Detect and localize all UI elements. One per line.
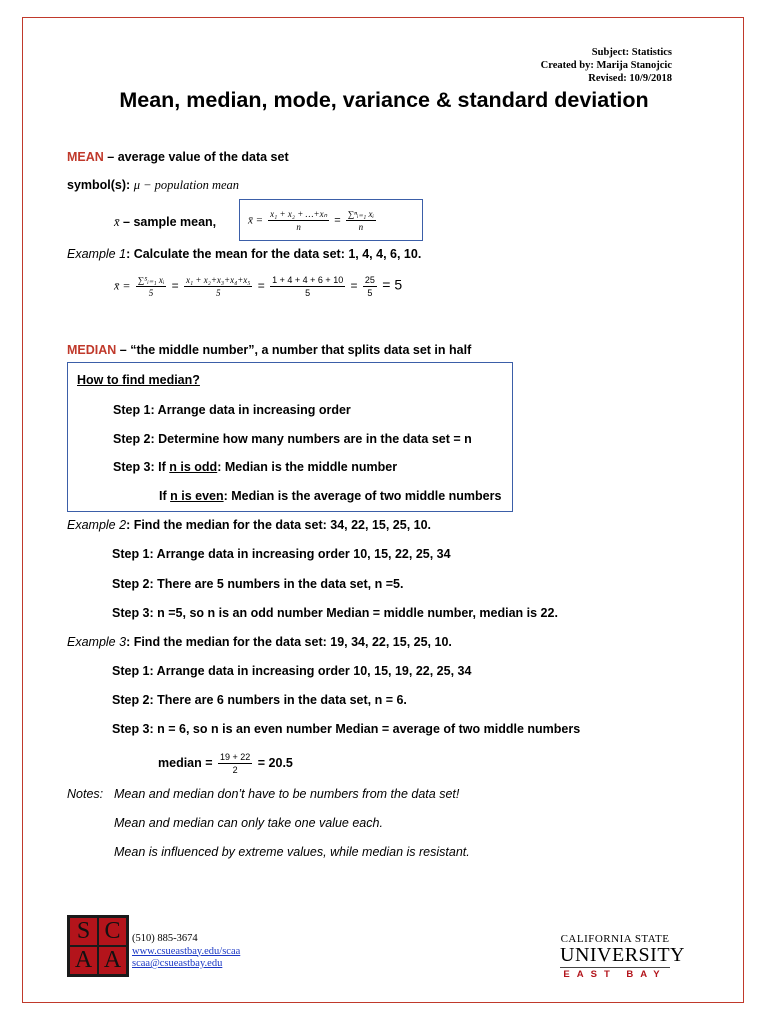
example-3-step-3: Step 3: n = 6, so n is an even number Median = average of two middle numbers xyxy=(112,722,581,736)
notes-label: Notes: xyxy=(67,787,104,801)
example-2-step-1: Step 1: Arrange data in increasing order 10, 15, 22, 25, 34 xyxy=(112,547,451,561)
mean-heading: MEAN xyxy=(67,150,104,164)
email-link[interactable]: scaa@csueastbay.edu xyxy=(132,958,223,969)
mean-symbols-line xyxy=(67,178,239,193)
note-1: Mean and median don’t have to be numbers from the data set! xyxy=(114,787,460,801)
sample-mean-line xyxy=(114,215,216,230)
phone-number: (510) 885-3674 xyxy=(132,933,198,944)
example-2-step-2: Step 2: There are 5 numbers in the data set, n =5. xyxy=(112,577,404,591)
formula-lhs: x̄ = xyxy=(248,214,264,227)
author-line: Created by: Marija Stanojcic xyxy=(540,60,672,71)
revised-line: Revised: 10/9/2018 xyxy=(588,73,672,84)
median-definition: – “the middle number”, a number that splits data set in half xyxy=(116,343,472,357)
example-2-line: Example 2: Find the median for the data set: 34, 22, 15, 25, 10. xyxy=(67,518,432,532)
example-1-text: : Calculate the mean for the data set: 1, 4, 4, 6, 10. xyxy=(126,247,422,261)
mean-definition: – average value of the data set xyxy=(103,150,289,164)
note-3: Mean is influenced by extreme values, while median is resistant. xyxy=(114,845,470,859)
example-3-step-2: Step 2: There are 6 numbers in the data set, n = 6. xyxy=(112,693,407,707)
mean-calculation: x̄ = $\frac{\text{∑⁵ᵢ₌₁ xᵢ}}{5}$ = $\frac{\text{x₁ + x₂+x₃+x₄+x₅}}{5}$ = $\frac{1 + 4 + 4 + 6 + 10}{5}$ = $\frac{25}{5}$ = 5 xyxy=(114,275,403,298)
mu-symbol: μ xyxy=(133,178,140,192)
document-meta xyxy=(541,46,672,85)
howto-step-3-even: If n is even: Median is the average of two middle numbers xyxy=(159,489,502,503)
xbar-symbol: x̄ xyxy=(114,215,120,229)
howto-step-3-odd: Step 3: If n is odd: Median is the middle number xyxy=(113,460,398,474)
page-title: Mean, median, mode, variance & standard deviation xyxy=(119,88,649,112)
example-1-label: Example 1 xyxy=(67,247,127,261)
how-to-find-median-box xyxy=(67,362,513,512)
mean-formula: x̄ = $\frac{\text{x₁ + x₂ + …+xₙ}}{n}$ = $\frac{\text{∑ⁿᵢ₌₁ xᵢ}}{n}$ xyxy=(248,209,374,232)
csu-east-bay-logo: CALIFORNIA STATE UNIVERSITY EAST BAY xyxy=(560,933,685,980)
contact-info xyxy=(132,933,240,971)
scaa-logo: S C A A xyxy=(67,915,129,977)
howto-step-2: Step 2: Determine how many numbers are in the data set = n xyxy=(113,432,472,446)
howto-step-1: Step 1: Arrange data in increasing order xyxy=(113,403,351,417)
example-1-line xyxy=(67,247,421,261)
median-calculation: median = $\frac{19 + 22}{2}$ = 20.5 xyxy=(158,752,293,775)
median-heading-line xyxy=(67,343,471,357)
howto-title: How to find median? xyxy=(77,373,200,387)
subject-line: Subject: Statistics xyxy=(591,47,672,58)
example-3-step-1: Step 1: Arrange data in increasing order 10, 15, 19, 22, 25, 34 xyxy=(112,664,472,678)
example-3-line: Example 3: Find the median for the data set: 19, 34, 22, 15, 25, 10. xyxy=(67,635,452,649)
mean-result: = 5 xyxy=(382,276,403,293)
note-2: Mean and median can only take one value each. xyxy=(114,816,383,830)
website-link[interactable]: www.csueastbay.edu/scaa xyxy=(132,945,241,957)
mean-formula-box xyxy=(239,199,423,241)
sample-mean-text: – sample mean, xyxy=(119,215,217,229)
formula-fraction-1: $\frac{\text{x₁ + x₂ + …+xₙ}}{n}$ xyxy=(270,209,328,232)
median-heading: MEDIAN xyxy=(67,343,117,357)
example-2-step-3: Step 3: n =5, so n is an odd number Median = middle number, median is 22. xyxy=(112,606,558,620)
symbols-label: symbol(s): xyxy=(67,178,134,192)
formula-fraction-2: $\frac{\text{∑ⁿᵢ₌₁ xᵢ}}{n}$ xyxy=(347,209,374,232)
mean-heading-line xyxy=(67,150,289,164)
population-mean-text: − population mean xyxy=(139,178,240,192)
